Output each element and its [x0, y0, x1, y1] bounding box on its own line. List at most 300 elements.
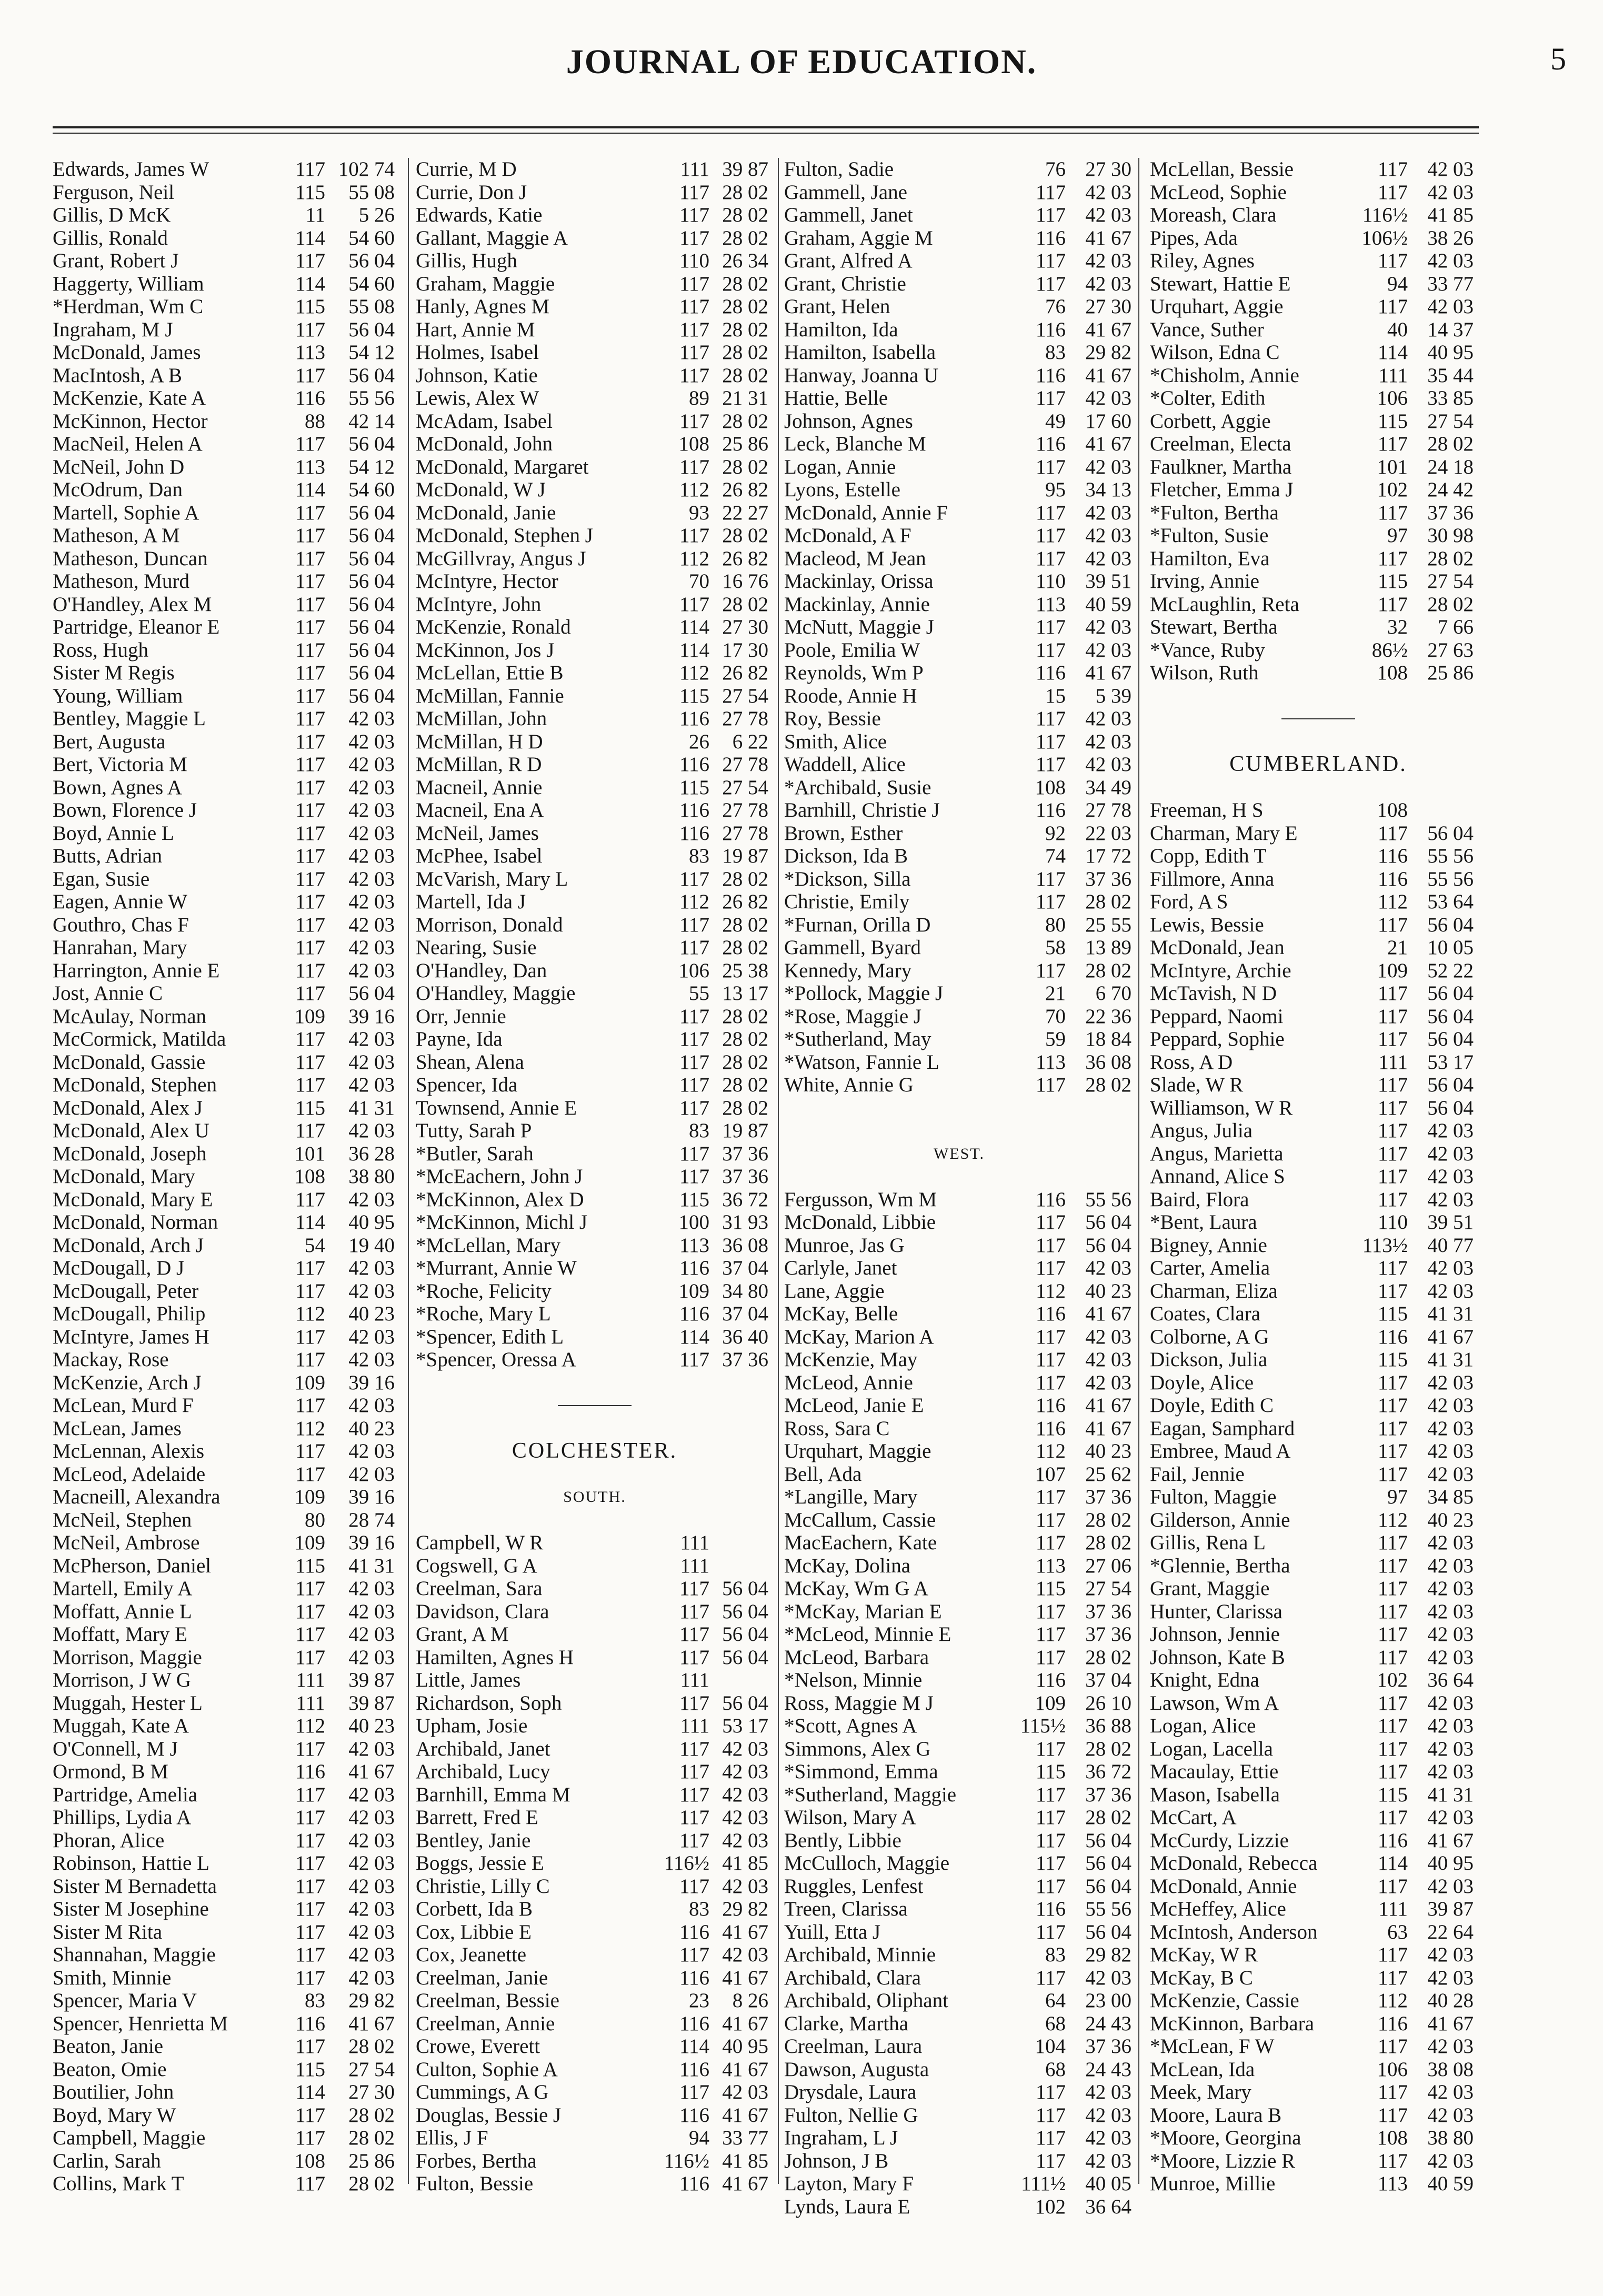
list-item — [53, 273, 397, 296]
days-taught: 116 — [1377, 867, 1408, 890]
teacher-name: Gilderson, Annie — [1150, 1508, 1290, 1531]
teacher-name: Creelman, Bessie — [416, 1989, 559, 2012]
days-taught: 111 — [680, 158, 709, 181]
days-taught: 112 — [1035, 1440, 1066, 1462]
days-taught: 117 — [679, 204, 709, 226]
list-item — [1150, 2012, 1487, 2036]
list-item — [1150, 1555, 1487, 1578]
days-taught: 117 — [1377, 2103, 1408, 2127]
teacher-name: McPherson, Daniel — [53, 1554, 212, 1577]
grant-amount: 42 03 — [348, 1462, 395, 1486]
days-taught: 117 — [1377, 1165, 1408, 1188]
days-taught: 116 — [1035, 661, 1066, 684]
teacher-name: Archibald, Oliphant — [784, 1989, 948, 2012]
list-item — [416, 2104, 774, 2127]
days-taught: 117 — [1035, 1371, 1066, 1394]
list-item — [416, 1211, 774, 1234]
teacher-name: Moreash, Clara — [1150, 204, 1277, 226]
days-taught: 115 — [1377, 1302, 1408, 1325]
list-item — [416, 2172, 774, 2195]
grant-amount: 42 03 — [1427, 1874, 1474, 1898]
list-item — [416, 2035, 774, 2058]
teacher-name: McKay, Wm G A — [784, 1577, 929, 1600]
list-item — [53, 1875, 397, 1898]
grant-amount: 39 16 — [348, 1486, 395, 1508]
teacher-name: Colborne, A G — [1150, 1325, 1269, 1348]
days-taught: 117 — [679, 936, 709, 959]
days-taught: 114 — [679, 638, 709, 661]
days-taught: 117 — [295, 1737, 325, 1760]
grant-amount: 41 85 — [722, 2149, 768, 2172]
grant-amount: 28 02 — [1427, 593, 1474, 616]
days-taught: 114 — [295, 1211, 325, 1234]
grant-amount: 25 86 — [722, 433, 768, 455]
list-item — [53, 1440, 397, 1463]
list-item — [1150, 1738, 1487, 1761]
days-taught: 117 — [1377, 501, 1408, 524]
teacher-name: *Pollock, Maggie J — [784, 982, 944, 1005]
list-item — [53, 204, 397, 227]
list-item — [53, 1783, 397, 1807]
days-taught: 83 — [689, 845, 709, 867]
spacer-row — [1150, 685, 1487, 708]
teacher-name: Peppard, Naomi — [1150, 1005, 1284, 1028]
teacher-name: Archibald, Minnie — [784, 1943, 936, 1966]
grant-amount: 42 03 — [1427, 1257, 1474, 1279]
days-taught: 117 — [295, 2035, 325, 2058]
days-taught: 113 — [1377, 2172, 1408, 2195]
days-taught: 83 — [689, 1898, 709, 1920]
teacher-name: Gillis, Rena L — [1150, 1531, 1266, 1554]
teacher-name: O'Connell, M J — [53, 1737, 178, 1760]
teacher-name: Doyle, Alice — [1150, 1371, 1254, 1394]
column-divider — [1138, 158, 1139, 2184]
grant-amount: 42 03 — [722, 1874, 768, 1898]
teacher-name: Haggerty, William — [53, 272, 204, 295]
teacher-name: McKay, B C — [1150, 1966, 1253, 1989]
teacher-name: Creelman, Sara — [416, 1577, 543, 1600]
teacher-name: Hamilton, Ida — [784, 318, 898, 341]
district-subheading — [416, 1486, 774, 1509]
days-taught: 117 — [679, 318, 709, 341]
list-item — [53, 982, 397, 1005]
days-taught: 116 — [1035, 1669, 1066, 1691]
list-item — [1150, 1005, 1487, 1028]
list-item — [784, 1852, 1134, 1875]
grant-amount: 42 03 — [1427, 181, 1474, 204]
days-taught: 116 — [1035, 1417, 1066, 1440]
grant-amount: 29 82 — [722, 1898, 768, 1920]
grant-amount: 28 02 — [1085, 1508, 1131, 1531]
grant-amount: 42 03 — [348, 867, 395, 890]
grant-amount: 39 51 — [1085, 570, 1131, 593]
list-item — [784, 1417, 1134, 1440]
grant-amount: 40 59 — [1427, 2172, 1474, 2195]
list-item — [53, 1829, 397, 1852]
county-heading — [1150, 753, 1487, 776]
county-heading-text: CUMBERLAND. — [1229, 752, 1407, 776]
list-item — [1150, 1692, 1487, 1715]
teacher-name: Gillis, Ronald — [53, 226, 168, 249]
teacher-name: McKinnon, Jos J — [416, 638, 555, 661]
teacher-name: Ross, Sara C — [784, 1417, 890, 1440]
days-taught: 117 — [1377, 913, 1408, 936]
days-taught: 117 — [679, 1074, 709, 1096]
grant-amount: 26 82 — [722, 547, 768, 570]
teacher-name: Fulton, Nellie G — [784, 2103, 918, 2127]
teacher-name: McDonald, James — [53, 341, 201, 364]
grant-amount: 37 36 — [1085, 1486, 1131, 1508]
teacher-name: Butts, Adrian — [53, 845, 163, 867]
grant-amount: 38 26 — [1427, 226, 1474, 249]
days-taught: 117 — [295, 1325, 325, 1348]
list-item — [784, 364, 1134, 387]
list-item — [416, 2012, 774, 2036]
days-taught: 117 — [295, 1806, 325, 1829]
teacher-name: Ormond, B M — [53, 1760, 168, 1783]
days-taught: 83 — [305, 1989, 325, 2012]
district-subheading — [784, 1142, 1134, 1166]
days-taught: 117 — [295, 249, 325, 272]
teacher-name: *Moore, Georgina — [1150, 2127, 1301, 2149]
list-item — [53, 1669, 397, 1692]
teacher-name: *Archibald, Susie — [784, 776, 931, 799]
grant-amount: 41 67 — [1085, 364, 1131, 387]
days-taught: 114 — [295, 272, 325, 295]
teacher-name: Lane, Aggie — [784, 1279, 885, 1302]
teacher-name: *Fulton, Susie — [1150, 524, 1269, 547]
grant-amount: 37 36 — [722, 1142, 768, 1165]
days-taught: 117 — [295, 1783, 325, 1806]
list-item — [53, 2012, 397, 2036]
teacher-name: Creelman, Janie — [416, 1966, 548, 1989]
teacher-name: Ellis, J F — [416, 2127, 488, 2149]
list-item — [53, 158, 397, 181]
teacher-name: Davidson, Clara — [416, 1600, 549, 1623]
grant-amount: 27 30 — [1085, 158, 1131, 181]
days-taught: 83 — [689, 1119, 709, 1142]
days-taught: 117 — [1377, 1966, 1408, 1989]
teacher-name: Johnson, Kate B — [1150, 1646, 1285, 1669]
days-taught: 114 — [679, 1325, 709, 1348]
teacher-name: White, Annie G — [784, 1074, 914, 1096]
teacher-name: Richardson, Soph — [416, 1691, 562, 1715]
list-item — [1150, 410, 1487, 433]
list-item — [1150, 661, 1487, 685]
list-item — [53, 1531, 397, 1555]
grant-amount: 42 03 — [1427, 1806, 1474, 1829]
days-taught: 104 — [1035, 2035, 1066, 2058]
grant-amount: 42 03 — [1427, 2035, 1474, 2058]
list-item — [416, 341, 774, 364]
list-item — [416, 845, 774, 868]
days-taught: 106 — [678, 959, 709, 982]
grant-amount: 24 18 — [1427, 455, 1474, 478]
days-taught: 117 — [1035, 272, 1066, 295]
days-taught: 116 — [295, 1760, 325, 1783]
teacher-name: *Roche, Felicity — [416, 1279, 552, 1302]
days-taught: 117 — [1377, 1646, 1408, 1669]
list-item — [1150, 1577, 1487, 1600]
grant-amount: 56 04 — [1427, 1074, 1474, 1096]
teacher-name: Townsend, Annie E — [416, 1096, 577, 1119]
grant-amount: 27 78 — [722, 707, 768, 730]
days-taught: 117 — [1377, 1394, 1408, 1417]
teacher-name: Martell, Emily A — [53, 1577, 193, 1600]
list-item — [53, 1967, 397, 1990]
teacher-name: McLeod, Adelaide — [53, 1462, 206, 1486]
list-item — [53, 707, 397, 730]
teacher-name: *Glennie, Bertha — [1150, 1554, 1290, 1577]
grant-amount: 53 17 — [1427, 1050, 1474, 1074]
list-item — [784, 158, 1134, 181]
grant-amount: 56 04 — [1085, 1211, 1131, 1234]
grant-amount: 56 04 — [348, 318, 395, 341]
spacer-row — [416, 1509, 774, 1532]
list-item — [784, 936, 1134, 959]
days-taught: 117 — [1377, 982, 1408, 1005]
teacher-name: Macneil, Ena A — [416, 799, 544, 821]
list-item — [784, 707, 1134, 730]
grant-amount: 42 03 — [1085, 616, 1131, 638]
grant-amount: 28 02 — [722, 409, 768, 433]
grant-amount: 42 03 — [348, 1920, 395, 1943]
grant-amount: 41 31 — [1427, 1783, 1474, 1806]
grant-amount: 39 87 — [348, 1669, 395, 1691]
grant-amount: 42 03 — [348, 799, 395, 821]
grant-amount: 42 03 — [1427, 1600, 1474, 1623]
teacher-name: Logan, Lacella — [1150, 1737, 1273, 1760]
teacher-name: *McLeod, Minnie E — [784, 1623, 951, 1646]
grant-amount: 41 67 — [1085, 433, 1131, 455]
grant-amount: 27 30 — [1085, 295, 1131, 318]
list-item — [416, 158, 774, 181]
grant-amount: 28 02 — [722, 1074, 768, 1096]
days-taught: 117 — [1035, 204, 1066, 226]
list-item — [416, 1646, 774, 1669]
grant-amount: 42 03 — [1427, 1119, 1474, 1142]
grant-amount: 36 64 — [1085, 2195, 1131, 2218]
teacher-name: McDonald, Stephen — [53, 1074, 217, 1096]
days-taught: 116 — [1035, 318, 1066, 341]
teacher-name: Simmons, Alex G — [784, 1737, 931, 1760]
list-item — [1150, 1829, 1487, 1852]
days-taught: 116 — [679, 1966, 709, 1989]
list-item — [1150, 524, 1487, 547]
teacher-name: McMillan, R D — [416, 753, 542, 776]
list-item — [53, 1005, 397, 1028]
teacher-name: Reynolds, Wm P — [784, 661, 924, 684]
teacher-name: Williamson, W R — [1150, 1096, 1293, 1119]
list-item — [784, 318, 1134, 342]
teacher-name: McDonald, Alex U — [53, 1119, 209, 1142]
grant-amount: 27 54 — [1085, 1577, 1131, 1600]
days-taught: 74 — [1045, 845, 1066, 867]
teacher-name: O'Handley, Dan — [416, 959, 547, 982]
days-taught: 70 — [1045, 1005, 1066, 1028]
grant-amount: 28 02 — [1085, 959, 1131, 982]
list-item — [1150, 1646, 1487, 1669]
list-item — [1150, 1371, 1487, 1395]
grant-amount: 28 02 — [1427, 547, 1474, 570]
days-taught: 117 — [1035, 181, 1066, 204]
days-taught: 117 — [679, 1623, 709, 1646]
days-taught: 115 — [295, 181, 325, 204]
grant-amount: 27 54 — [722, 684, 768, 707]
grant-amount: 6 22 — [732, 730, 768, 753]
column-4 — [1150, 158, 1487, 2195]
grant-amount: 26 82 — [722, 890, 768, 913]
days-taught: 111 — [1378, 1898, 1408, 1920]
list-item — [416, 181, 774, 204]
list-item — [53, 1623, 397, 1646]
teacher-name: McDonald, Jean — [1150, 936, 1285, 959]
list-item — [53, 1028, 397, 1051]
days-taught: 117 — [295, 616, 325, 638]
list-item — [416, 1967, 774, 1990]
grant-amount: 42 03 — [1427, 2081, 1474, 2103]
grant-amount: 37 36 — [722, 1348, 768, 1371]
grant-amount: 41 67 — [1085, 1302, 1131, 1325]
days-taught: 117 — [1035, 730, 1066, 753]
list-item — [1150, 914, 1487, 937]
grant-amount: 28 02 — [348, 2103, 395, 2127]
teacher-name: Grant, Christie — [784, 272, 906, 295]
grant-amount: 42 03 — [348, 707, 395, 730]
teacher-name: McLaughlin, Reta — [1150, 593, 1299, 616]
grant-amount: 56 04 — [348, 638, 395, 661]
grant-amount: 42 03 — [1427, 1760, 1474, 1783]
grant-amount: 40 28 — [1427, 1989, 1474, 2012]
list-item — [784, 181, 1134, 204]
days-taught: 117 — [1377, 1188, 1408, 1211]
teacher-name: Layton, Mary F — [784, 2172, 914, 2195]
days-taught: 116½ — [664, 1852, 709, 1874]
list-item — [784, 1486, 1134, 1509]
days-taught: 108 — [1035, 776, 1066, 799]
list-item — [416, 1234, 774, 1257]
grant-amount: 39 87 — [722, 158, 768, 181]
list-item — [784, 2195, 1134, 2219]
teacher-name: Mason, Isabella — [1150, 1783, 1280, 1806]
grant-amount: 42 03 — [1085, 2081, 1131, 2103]
teacher-name: Dawson, Augusta — [784, 2058, 929, 2081]
list-item — [784, 822, 1134, 845]
teacher-name: Poole, Emilia W — [784, 638, 920, 661]
grant-amount: 41 67 — [722, 2103, 768, 2127]
grant-amount: 28 02 — [348, 2035, 395, 2058]
list-item — [53, 1738, 397, 1761]
list-item — [53, 753, 397, 776]
days-taught: 109 — [1377, 959, 1408, 982]
grant-amount: 42 03 — [1427, 1646, 1474, 1669]
grant-amount: 56 04 — [348, 501, 395, 524]
grant-amount: 5 39 — [1095, 684, 1131, 707]
grant-amount: 8 26 — [732, 1989, 768, 2012]
days-taught: 113 — [1035, 593, 1066, 616]
list-item — [416, 1142, 774, 1166]
grant-amount: 42 03 — [348, 1737, 395, 1760]
list-item — [416, 616, 774, 639]
list-item — [53, 1463, 397, 1486]
grant-amount: 28 02 — [722, 364, 768, 387]
grant-amount: 42 03 — [348, 1348, 395, 1371]
grant-amount: 42 03 — [1085, 204, 1131, 226]
teacher-name: *Spencer, Edith L — [416, 1325, 564, 1348]
grant-amount: 28 02 — [722, 1096, 768, 1119]
spacer-row — [416, 1417, 774, 1440]
teacher-name: *McEachern, John J — [416, 1165, 583, 1188]
teacher-name: McIntyre, James H — [53, 1325, 209, 1348]
grant-amount: 41 85 — [1427, 204, 1474, 226]
grant-amount: 40 23 — [1427, 1508, 1474, 1531]
days-taught: 106 — [1377, 2058, 1408, 2081]
days-taught: 108 — [1377, 799, 1408, 821]
teacher-name: Ford, A S — [1150, 890, 1228, 913]
grant-amount: 28 02 — [348, 2172, 395, 2195]
days-taught: 114 — [295, 2081, 325, 2103]
grant-amount: 42 03 — [722, 1943, 768, 1966]
list-item — [416, 1600, 774, 1623]
teacher-name: McKay, Belle — [784, 1302, 898, 1325]
grant-amount: 42 03 — [1085, 455, 1131, 478]
teacher-name: *Fulton, Bertha — [1150, 501, 1279, 524]
teacher-name: Hattie, Belle — [784, 387, 888, 409]
list-item — [53, 822, 397, 845]
teacher-name: Bentley, Janie — [416, 1829, 531, 1852]
grant-amount: 41 67 — [1427, 1829, 1474, 1852]
list-item — [784, 616, 1134, 639]
days-taught: 109 — [294, 1486, 325, 1508]
list-item — [784, 639, 1134, 662]
list-item — [784, 1440, 1134, 1463]
grant-amount: 42 03 — [348, 730, 395, 753]
days-taught: 117 — [1035, 1074, 1066, 1096]
grant-amount: 17 30 — [722, 638, 768, 661]
column-divider — [778, 158, 779, 2184]
list-item — [416, 502, 774, 525]
teacher-name: McLean, James — [53, 1417, 182, 1440]
list-item — [1150, 387, 1487, 410]
teacher-name: Eagen, Annie W — [53, 890, 187, 913]
teacher-name: McLeod, Annie — [784, 1371, 913, 1394]
grant-amount: 40 95 — [1427, 1852, 1474, 1874]
days-taught: 117 — [679, 409, 709, 433]
teacher-name: McAulay, Norman — [53, 1005, 207, 1028]
teacher-name: Macneill, Alexandra — [53, 1486, 221, 1508]
days-taught: 64 — [1045, 1989, 1066, 2012]
list-item — [1150, 1097, 1487, 1120]
list-item — [1150, 1715, 1487, 1738]
grant-amount: 42 03 — [1085, 1348, 1131, 1371]
teacher-name: MacIntosh, A B — [53, 364, 182, 387]
grant-amount: 28 02 — [1085, 890, 1131, 913]
days-taught: 117 — [295, 890, 325, 913]
list-item — [1150, 1509, 1487, 1532]
grant-amount: 56 04 — [1085, 1234, 1131, 1257]
days-taught: 117 — [1377, 433, 1408, 455]
days-taught: 115 — [1035, 1577, 1066, 1600]
teacher-name: McKinnon, Hector — [53, 409, 208, 433]
days-taught: 117 — [295, 1577, 325, 1600]
teacher-name: McDonald, Norman — [53, 1211, 218, 1234]
divider-rule — [558, 1405, 632, 1406]
grant-amount: 42 03 — [348, 1394, 395, 1417]
days-taught: 106½ — [1361, 226, 1408, 249]
teacher-name: Creelman, Electa — [1150, 433, 1291, 455]
days-taught: 97 — [1387, 1486, 1408, 1508]
days-taught: 117 — [679, 1165, 709, 1188]
